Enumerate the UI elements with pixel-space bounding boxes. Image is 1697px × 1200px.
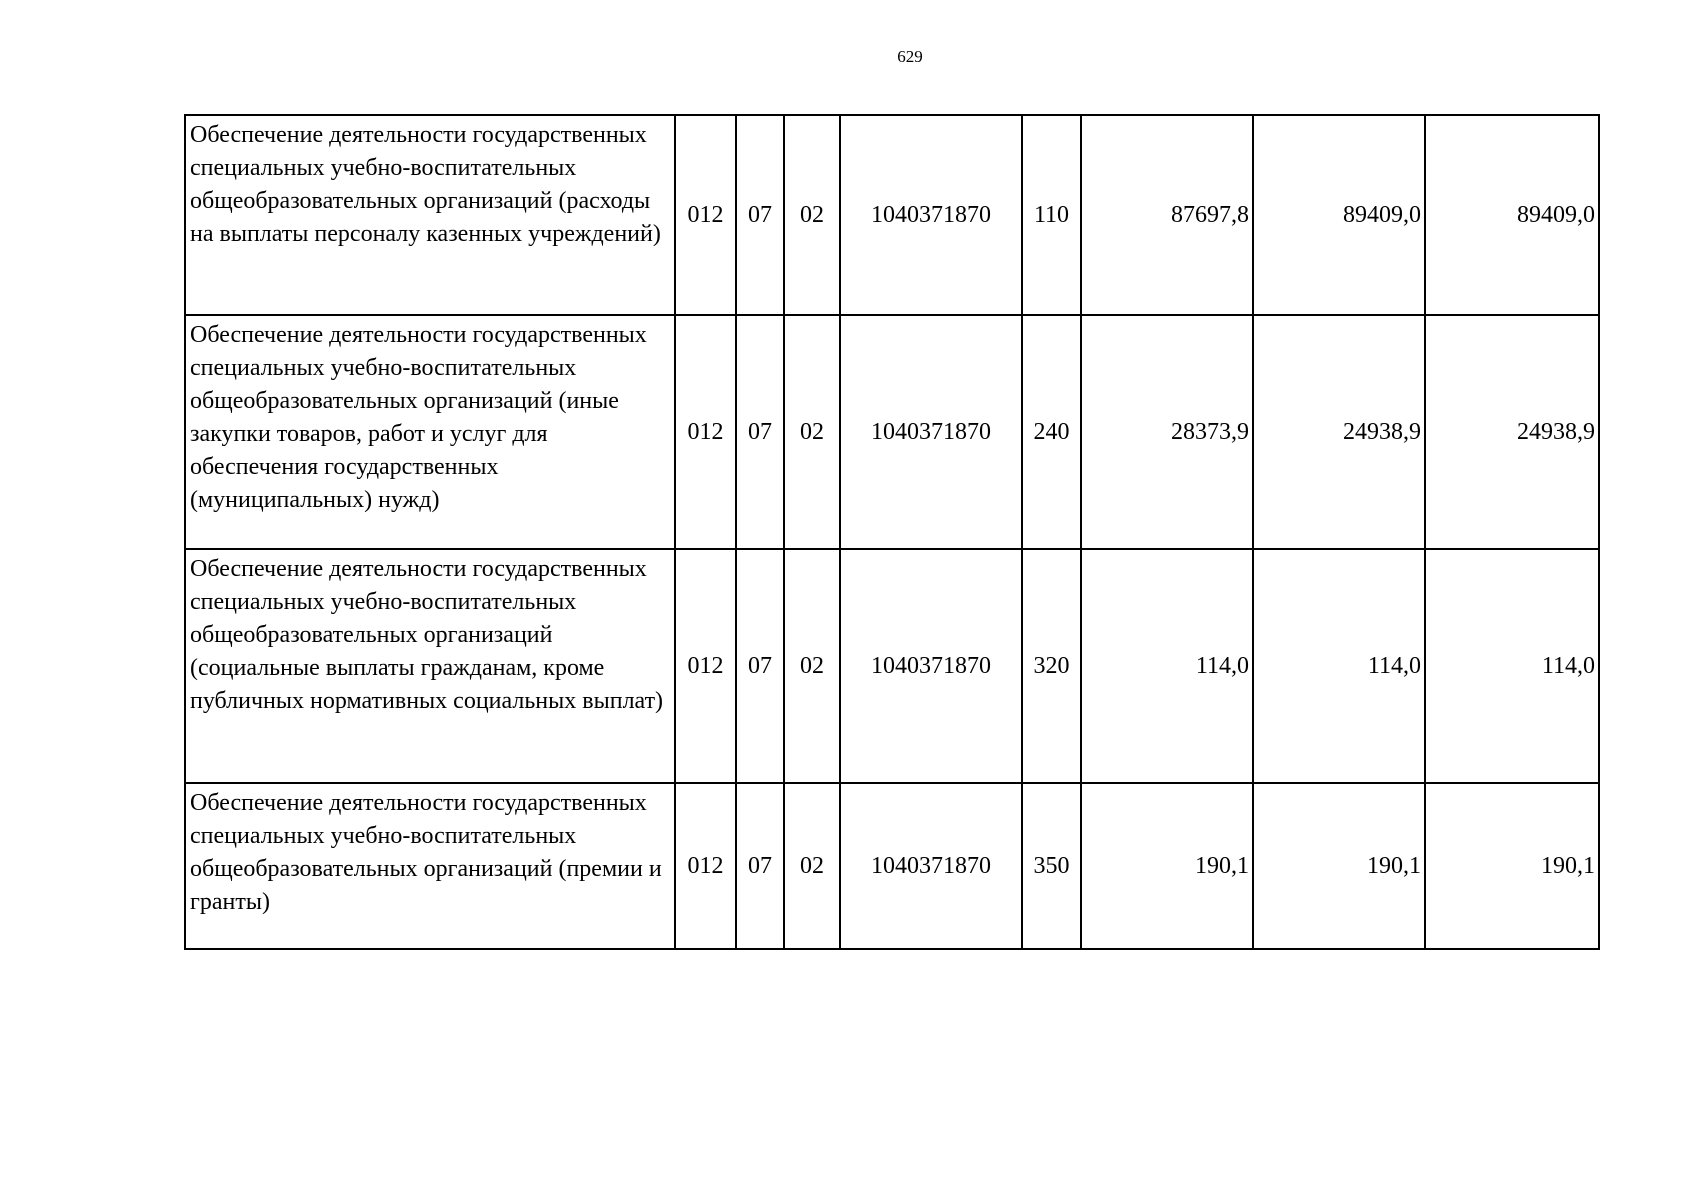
row-description: Обеспечение деятельности государственных специальных учебно-воспитательных общеобразовательных организаций (премии и гранты) [185, 783, 675, 949]
ministry-code: 012 [675, 549, 736, 783]
amount-3: 89409,0 [1425, 115, 1599, 315]
amount-2: 24938,9 [1253, 315, 1425, 549]
expense-type-code: 240 [1022, 315, 1081, 549]
amount-1: 87697,8 [1081, 115, 1253, 315]
amount-2: 89409,0 [1253, 115, 1425, 315]
section-code: 07 [736, 115, 784, 315]
section-code: 07 [736, 315, 784, 549]
amount-1: 114,0 [1081, 549, 1253, 783]
table-row [185, 783, 1599, 949]
target-article-code: 1040371870 [840, 783, 1022, 949]
table-row [185, 549, 1599, 783]
expense-type-code: 350 [1022, 783, 1081, 949]
subsection-code: 02 [784, 549, 840, 783]
amount-1: 28373,9 [1081, 315, 1253, 549]
subsection-code: 02 [784, 783, 840, 949]
expense-type-code: 320 [1022, 549, 1081, 783]
ministry-code: 012 [675, 783, 736, 949]
table-row [185, 115, 1599, 315]
amount-2: 114,0 [1253, 549, 1425, 783]
target-article-code: 1040371870 [840, 115, 1022, 315]
section-code: 07 [736, 549, 784, 783]
table-row [185, 315, 1599, 549]
ministry-code: 012 [675, 315, 736, 549]
section-code: 07 [736, 783, 784, 949]
row-description: Обеспечение деятельности государственных специальных учебно-воспитательных общеобразовательных организаций (социальные выплаты гражданам, кроме публичных нормативных социальных выплат) [185, 549, 675, 783]
page-number: 629 [897, 47, 923, 66]
subsection-code: 02 [784, 315, 840, 549]
row-description: Обеспечение деятельности государственных специальных учебно-воспитательных общеобразовательных организаций (расходы на выплаты персоналу казенных учреждений) [185, 115, 675, 315]
amount-2: 190,1 [1253, 783, 1425, 949]
budget-table [184, 114, 1600, 950]
amount-3: 114,0 [1425, 549, 1599, 783]
row-description: Обеспечение деятельности государственных специальных учебно-воспитательных общеобразовательных организаций (иные закупки товаров, работ и услуг для обеспечения государственных (муниципальных) нужд) [185, 315, 675, 549]
target-article-code: 1040371870 [840, 549, 1022, 783]
amount-1: 190,1 [1081, 783, 1253, 949]
subsection-code: 02 [784, 115, 840, 315]
amount-3: 190,1 [1425, 783, 1599, 949]
target-article-code: 1040371870 [840, 315, 1022, 549]
ministry-code: 012 [675, 115, 736, 315]
amount-3: 24938,9 [1425, 315, 1599, 549]
expense-type-code: 110 [1022, 115, 1081, 315]
